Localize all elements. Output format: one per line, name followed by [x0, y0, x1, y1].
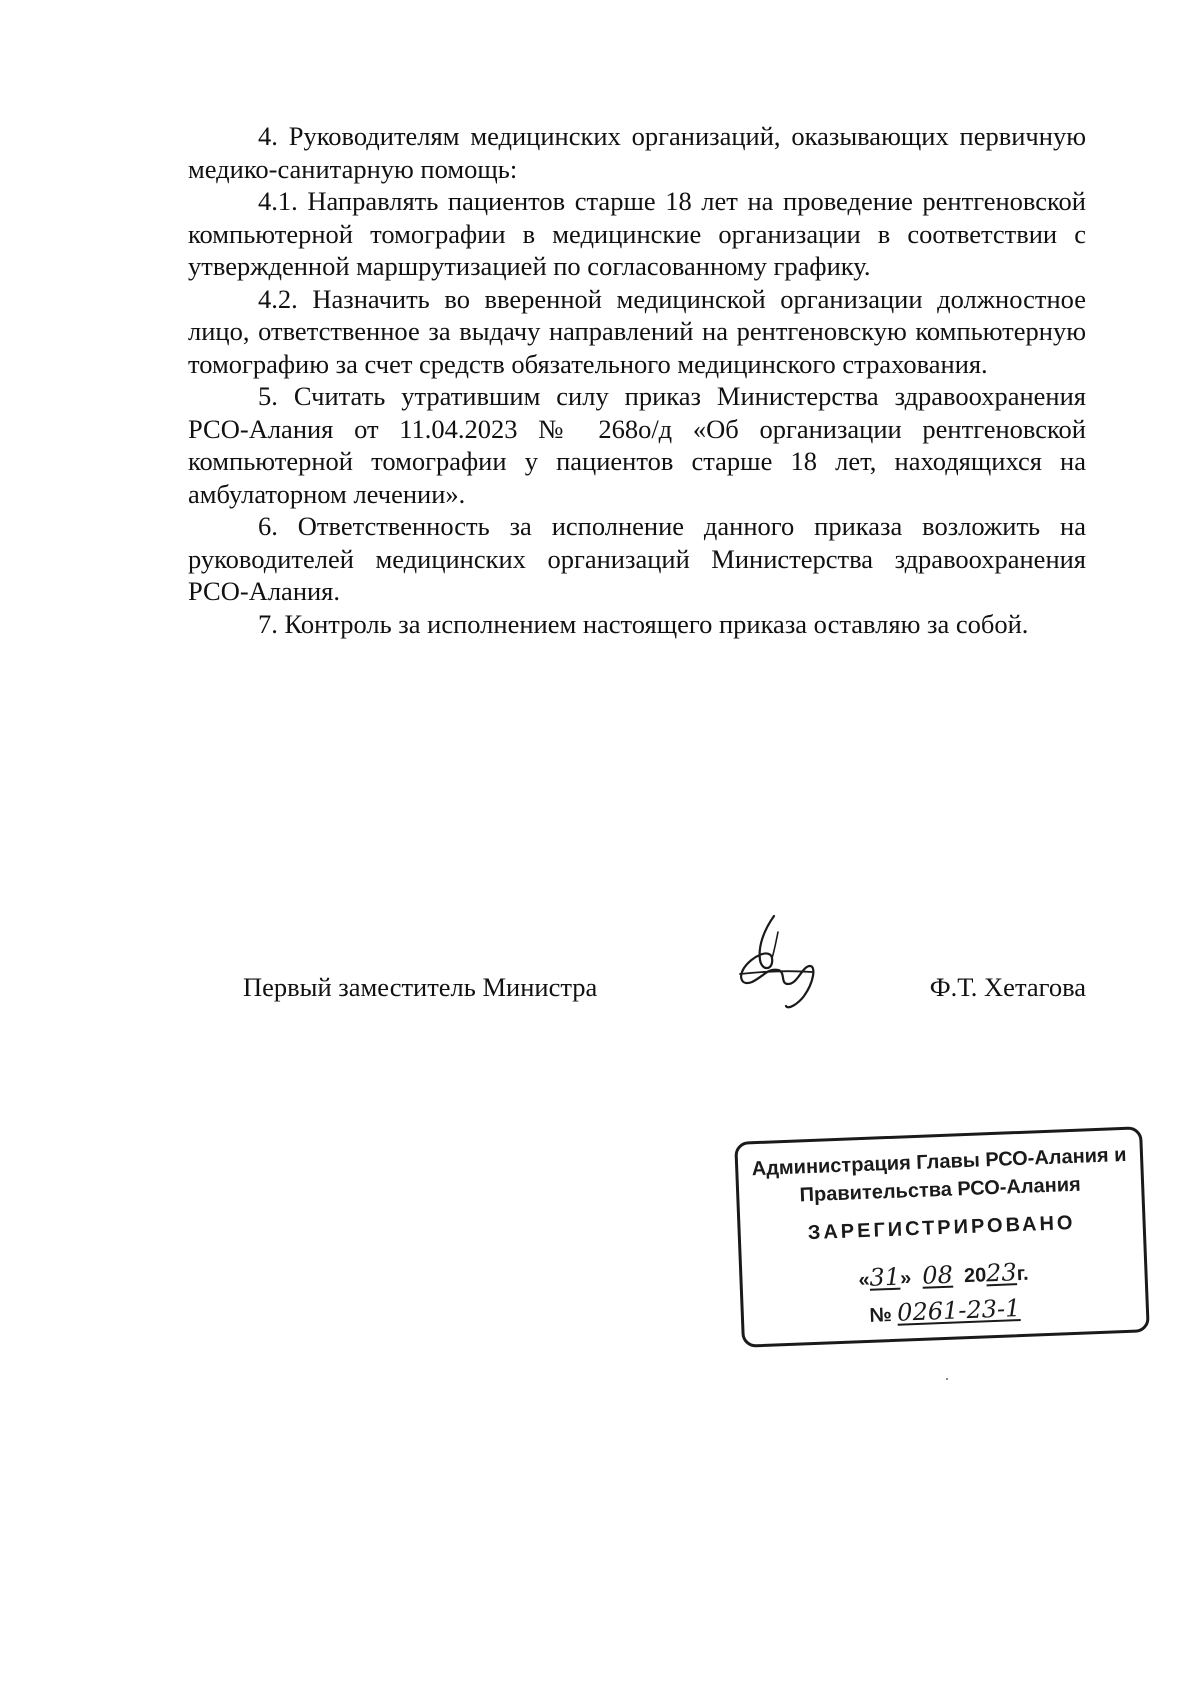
paragraph-4-2: 4.2. Назначить во вверенной медицинской организации должностное лицо, ответственное за выдачу направлений на рентгеновскую компьютерную томографию за счет средств обязательного медицинского страхования.: [188, 283, 1086, 379]
paragraph-7: 7. Контроль за исполнением настоящего приказа оставляю за собой.: [258, 608, 1029, 639]
stamp-date-year-suffix: г.: [1016, 1262, 1030, 1286]
stamp-date-month: 08: [921, 1260, 954, 1290]
stamp-date-year-prefix: 20: [963, 1264, 987, 1288]
stamp-number: [743, 1289, 1146, 1332]
paragraph-4: 4. Руководителям медицинских организаций, оказывающих первичную медико-санитарную помощь:: [188, 121, 1086, 184]
signer-name: Ф.Т. Хетагова: [929, 972, 1086, 1002]
registration-stamp: [734, 1126, 1150, 1348]
paragraph-4-1: 4.1. Направлять пациентов старше 18 лет на проведение рентгеновской компьютерной томографии в медицинские организации в соответствии с утвержденной маршрутизацией по согласованному графику.: [188, 186, 1086, 281]
stamp-org-line-2: Правительства РСО-Алания: [799, 1173, 1082, 1207]
scan-speck: [946, 1378, 948, 1380]
stamp-org-line-1: Администрация Главы РСО-Алания и: [751, 1143, 1127, 1181]
stamp-status: ЗАРЕГИСТРИРОВАНО: [807, 1211, 1076, 1245]
paragraph-5: 5. Считать утратившим силу приказ Министерства здравоохранения РСО-Алания от 11.04.2023 № 268о/д «Об организации рентгеновской компьютерной томографии у пациентов старше 18 лет, находящихся на амбулаторном лечении».: [188, 381, 1086, 509]
stamp-date-year: 23: [985, 1258, 1018, 1288]
signer-position: Первый заместитель Министра: [243, 972, 598, 1002]
stamp-number-label: №: [869, 1303, 893, 1327]
stamp-number-value: 0261-23-1: [896, 1294, 1021, 1327]
stamp-date: «31» 08 2023г.: [858, 1258, 1030, 1292]
stamp-date-day: 31: [868, 1262, 901, 1292]
document-body: [188, 120, 1086, 640]
paragraph-6: 6. Ответственность за исполнение данного приказа возложить на руководителей медицинских организаций Министерства здравоохранения РСО-Алания.: [188, 511, 1086, 606]
handwritten-signature: [728, 912, 824, 1012]
